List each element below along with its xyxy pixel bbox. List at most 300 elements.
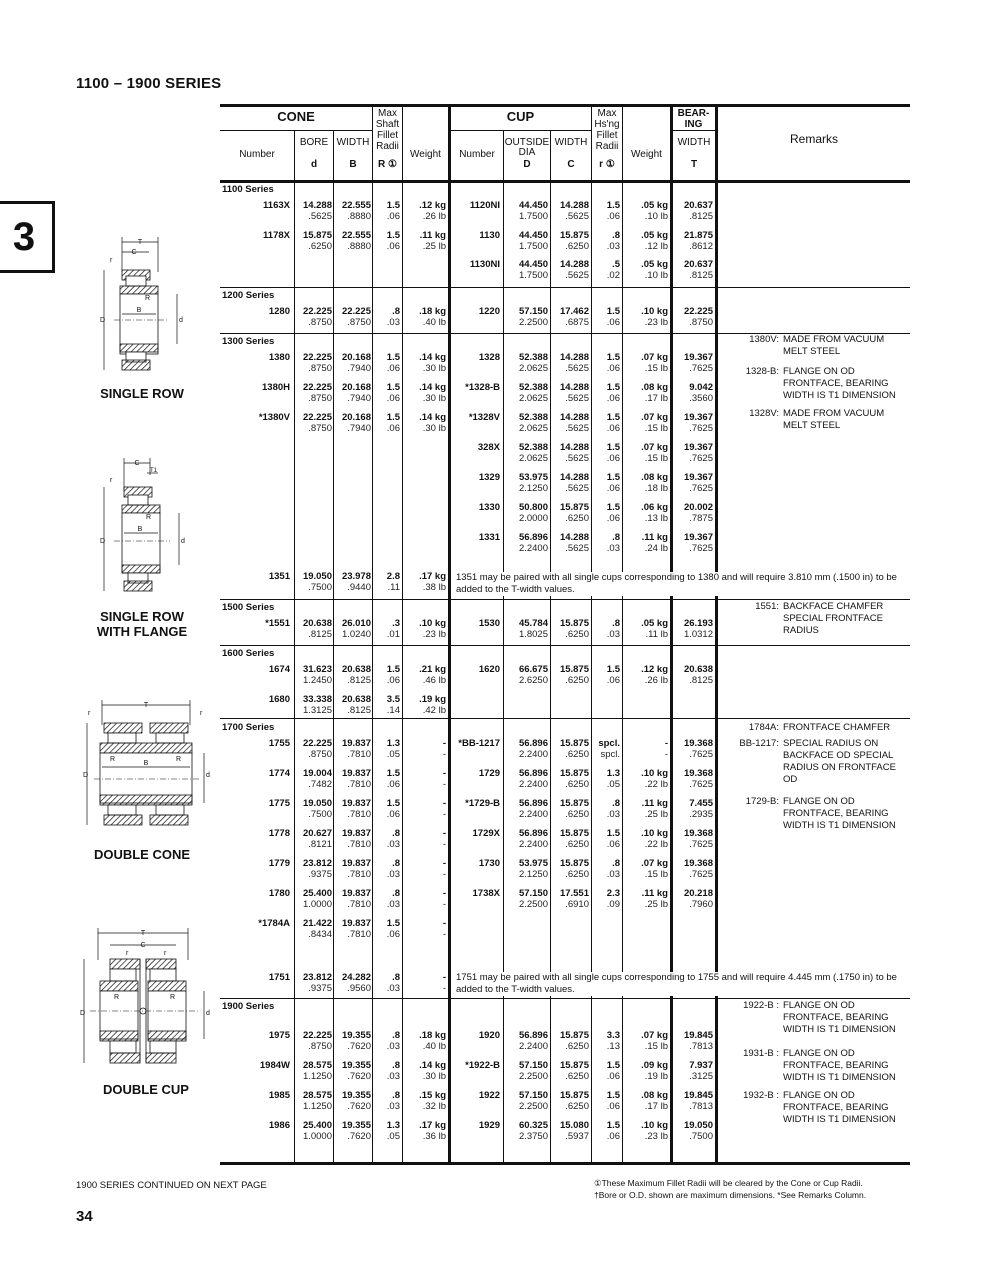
cell-T: 19.368 .7625	[683, 858, 713, 880]
svg-text:r: r	[164, 950, 167, 957]
cup-number: 1729X	[472, 828, 500, 839]
cup-width-symbol: C	[567, 159, 575, 170]
cell-uw: .08 kg .17 lb	[641, 382, 668, 404]
cell-B: 19.355 .7620	[341, 1120, 371, 1142]
cell-uw: .05 kg .10 lb	[641, 259, 668, 281]
cell-cw: .11 kg .25 lb	[419, 230, 446, 252]
page-number: 34	[76, 1208, 93, 1225]
table-row	[220, 1030, 720, 1056]
cell-d: 19.050 .7500	[302, 571, 332, 593]
cell-B: 20.168 .7940	[341, 382, 371, 404]
cell-B: 19.837 .7810	[341, 798, 371, 820]
remark-item: BB-1217: SPECIAL RADIUS ON BACKFACE OD SPECIAL RADIUS ON FRONTFACE OD	[739, 738, 896, 785]
cell-T: 20.638 .8125	[683, 664, 713, 686]
cell-B: 19.355 .7620	[341, 1090, 371, 1112]
cell-uw: .07 kg .15 lb	[641, 442, 668, 464]
cell-C: 15.875 .6250	[559, 738, 589, 760]
svg-text:R: R	[114, 994, 120, 1001]
cell-cw: - -	[442, 828, 446, 850]
svg-text:B: B	[137, 526, 143, 533]
cell-D: 56.896 2.2400	[518, 798, 548, 820]
cone-number: 1178X	[263, 230, 290, 241]
single-row-flange-bearing-icon	[92, 455, 192, 600]
cell-D: 57.150 2.2500	[518, 1060, 548, 1082]
table-row	[220, 858, 720, 884]
cell-B: 19.837 .7810	[341, 858, 371, 880]
svg-text:D: D	[83, 772, 89, 779]
cell-r: 1.5 .06	[606, 352, 620, 374]
cell-R: 1.5 .06	[386, 230, 400, 252]
svg-text:R: R	[176, 756, 182, 763]
cell-R: 1.5 .06	[386, 382, 400, 404]
cone-number: 1163X	[263, 200, 290, 211]
cell-C: 15.080 .5937	[559, 1120, 589, 1142]
table-row	[220, 382, 720, 408]
cell-r: 2.3 .09	[606, 888, 620, 910]
cell-C: 14.288 .5625	[559, 259, 589, 281]
single-row-flange-label: SINGLE ROW WITH FLANGE	[96, 609, 188, 639]
svg-text:R: R	[170, 994, 176, 1001]
max-housing-fillet-header: Max Hs'ng Fillet Radii	[594, 108, 620, 152]
cell-d: 23.812 .9375	[302, 858, 332, 880]
cup-number: 328X	[477, 442, 500, 453]
cell-T: 20.637 .8125	[683, 200, 713, 222]
svg-text:d: d	[181, 538, 185, 545]
cone-number: 1778	[268, 828, 290, 839]
cell-r: .8 .03	[606, 858, 620, 880]
table-row	[220, 259, 720, 285]
cell-C: 14.288 .5625	[559, 472, 589, 494]
table-row	[220, 1090, 720, 1116]
cell-uw: .10 kg .22 lb	[641, 768, 668, 790]
svg-text:D: D	[80, 1010, 86, 1017]
cone-number: 1775	[268, 798, 290, 809]
cell-uw: .05 kg .12 lb	[641, 230, 668, 252]
table-row	[220, 664, 720, 690]
cell-uw: .08 kg .17 lb	[641, 1090, 668, 1112]
cone-number: 1780	[268, 888, 290, 899]
cell-R: 1.5 .06	[386, 768, 400, 790]
cup-number: 1328	[478, 352, 500, 363]
svg-text:D: D	[100, 317, 106, 324]
cell-cw: - -	[442, 858, 446, 880]
cell-T: 19.368 .7625	[683, 738, 713, 760]
cell-uw: .11 kg .25 lb	[641, 798, 668, 820]
cup-number: 1331	[478, 532, 500, 543]
cell-D: 52.388 2.0625	[518, 412, 548, 434]
cell-d: 19.050 .7500	[302, 798, 332, 820]
cone-number: 1680	[268, 694, 290, 705]
table-row	[220, 532, 720, 558]
cup-number: 1220	[478, 306, 500, 317]
series-label: 1300 Series	[222, 336, 275, 347]
cell-R: 1.3 .05	[386, 738, 400, 760]
double-cup-label: DOUBLE CUP	[103, 1082, 189, 1097]
cell-d: 22.225 .8750	[302, 352, 332, 374]
table-row	[220, 918, 720, 944]
cell-R: 1.5 .06	[386, 200, 400, 222]
cell-r: 1.5 .06	[606, 382, 620, 404]
cell-C: 14.288 .5625	[559, 532, 589, 554]
cell-D: 44.450 1.7500	[518, 200, 548, 222]
cell-T: 19.367 .7625	[683, 352, 713, 374]
cell-r: 1.3 .05	[606, 768, 620, 790]
cell-R: .8 .03	[386, 972, 400, 994]
cell-d: 33.338 1.3125	[302, 694, 332, 716]
series-rule	[220, 599, 910, 600]
bearing-header: BEAR- ING	[677, 108, 710, 130]
bearing-subheader-rule	[672, 130, 715, 131]
cell-r: spcl. spcl.	[598, 738, 620, 760]
cup-weight-header: Weight	[631, 149, 662, 160]
cell-B: 19.837 .7810	[341, 768, 371, 790]
remark-item: 1380V: MADE FROM VACUUM MELT STEEL	[749, 334, 885, 357]
cell-B: 19.837 .7810	[341, 888, 371, 910]
cell-D: 52.388 2.0625	[518, 382, 548, 404]
cell-C: 15.875 .6250	[559, 618, 589, 640]
cell-uw: .07 kg .15 lb	[641, 1030, 668, 1052]
table-row	[220, 1120, 720, 1146]
pairing-note-1351: 1351 may be paired with all single cups corresponding to 1380 and will require 3.810 mm (.1500 in) to be added to the T-width values.	[456, 572, 906, 596]
svg-text:D: D	[100, 538, 106, 545]
series-rule	[220, 998, 910, 999]
cone-number: 1280	[268, 306, 290, 317]
remark-item: 1932-B : FLANGE ON OD FRONTFACE, BEARING WIDTH IS T1 DIMENSION	[743, 1090, 896, 1125]
cell-R: 1.3 .05	[386, 1120, 400, 1142]
cell-B: 19.355 .7620	[341, 1030, 371, 1052]
cell-T: 19.845 .7813	[683, 1030, 713, 1052]
series-label: 1900 Series	[222, 1001, 275, 1012]
table-row	[220, 618, 720, 644]
cell-cw: - -	[442, 888, 446, 910]
cell-d: 15.875 .6250	[302, 230, 332, 252]
cell-uw: .10 kg .22 lb	[641, 828, 668, 850]
table-row	[220, 1060, 720, 1086]
cell-cw: - -	[442, 798, 446, 820]
cone-number: 1984W	[259, 1060, 290, 1071]
cell-uw: .09 kg .19 lb	[641, 1060, 668, 1082]
cell-C: 15.875 .6250	[559, 230, 589, 252]
cell-r: 1.5 .06	[606, 1060, 620, 1082]
cell-r: 1.5 .06	[606, 472, 620, 494]
table-row	[220, 200, 720, 226]
cell-r: .8 .03	[606, 618, 620, 640]
table-row	[220, 888, 720, 914]
bore-symbol: d	[310, 159, 318, 170]
cell-C: 15.875 .6250	[559, 858, 589, 880]
cell-R: 1.5 .06	[386, 664, 400, 686]
cell-C: 15.875 .6250	[559, 664, 589, 686]
table-row	[220, 502, 720, 528]
cell-cw: - -	[442, 972, 446, 994]
remark-item: 1328V: MADE FROM VACUUM MELT STEEL	[749, 408, 885, 431]
cell-r: .5 .02	[606, 259, 620, 281]
remark-item: 1328-B: FLANGE ON OD FRONTFACE, BEARING WIDTH IS T1 DIMENSION	[745, 366, 896, 401]
cell-r: 3.3 .13	[606, 1030, 620, 1052]
cell-cw: .21 kg .46 lb	[419, 664, 446, 686]
cell-r: 1.5 .06	[606, 306, 620, 328]
cell-cw: .12 kg .26 lb	[419, 200, 446, 222]
cone-number: *1551	[265, 618, 290, 629]
outside-dia-header: OUTSIDE DIA	[504, 137, 550, 158]
cell-d: 21.422 .8434	[302, 918, 332, 940]
cell-R: .8 .03	[386, 306, 400, 328]
cup-header: CUP	[506, 109, 535, 124]
cell-R: 1.5 .06	[386, 918, 400, 940]
cell-B: 23.978 .9440	[341, 571, 371, 593]
cell-D: 44.450 1.7500	[518, 230, 548, 252]
cell-r: 1.5 .06	[606, 442, 620, 464]
cell-D: 56.896 2.2400	[518, 768, 548, 790]
cell-T: 19.367 .7625	[683, 412, 713, 434]
cone-number: 1751	[268, 972, 290, 983]
svg-text:C: C	[134, 460, 140, 467]
remark-item: 1784A: FRONTFACE CHAMFER	[748, 722, 891, 733]
remark-item: 1729-B: FLANGE ON OD FRONTFACE, BEARING WIDTH IS T1 DIMENSION	[745, 796, 896, 831]
cell-D: 44.450 1.7500	[518, 259, 548, 281]
cell-B: 19.837 .7810	[341, 738, 371, 760]
cell-cw: .19 kg .42 lb	[419, 694, 446, 716]
cell-B: 19.355 .7620	[341, 1060, 371, 1082]
double-cone-bearing-icon	[82, 695, 212, 840]
cell-cw: .17 kg .38 lb	[419, 571, 446, 593]
remark-item: 1931-B : FLANGE ON OD FRONTFACE, BEARING WIDTH IS T1 DIMENSION	[743, 1048, 896, 1083]
cell-uw: .08 kg .18 lb	[641, 472, 668, 494]
bore-header: BORE	[299, 137, 329, 148]
cup-subheader-rule	[450, 130, 591, 131]
cup-number: *1922-B	[465, 1060, 500, 1071]
cell-T: 9.042 .3560	[689, 382, 713, 404]
cone-number: 1774	[268, 768, 290, 779]
table-row	[220, 828, 720, 854]
cone-header: CONE	[277, 109, 315, 124]
cell-uw: - -	[664, 738, 668, 760]
cell-C: 14.288 .5625	[559, 412, 589, 434]
cell-D: 45.784 1.8025	[518, 618, 548, 640]
cell-uw: .11 kg .25 lb	[641, 888, 668, 910]
table-row	[220, 412, 720, 438]
cone-number: 1380	[268, 352, 290, 363]
cell-T: 7.455 .2935	[689, 798, 713, 820]
cell-R: .8 .03	[386, 858, 400, 880]
header-rule	[220, 180, 910, 183]
cell-d: 14.288 .5625	[302, 200, 332, 222]
cone-subheader-rule	[220, 130, 372, 131]
cup-number: 1130NI	[469, 259, 500, 270]
section-tab	[0, 201, 55, 273]
cell-D: 56.896 2.2400	[518, 1030, 548, 1052]
cell-r: 1.5 .06	[606, 664, 620, 686]
table-row	[220, 352, 720, 378]
cell-B: 24.282 .9560	[341, 972, 371, 994]
cell-R: .3 .01	[386, 618, 400, 640]
single-row-bearing-diagram	[92, 232, 192, 377]
double-cup-bearing-icon	[76, 925, 216, 1075]
cell-C: 17.462 .6875	[559, 306, 589, 328]
cell-d: 19.004 .7482	[302, 768, 332, 790]
cell-d: 22.225 .8750	[302, 738, 332, 760]
cell-D: 52.388 2.0625	[518, 352, 548, 374]
cell-cw: .14 kg .30 lb	[419, 352, 446, 374]
cup-number: 1922	[478, 1090, 500, 1101]
cell-r: 1.5 .06	[606, 1090, 620, 1112]
top-rule	[220, 104, 910, 107]
cell-T: 20.637 .8125	[683, 259, 713, 281]
cup-number: 1729	[478, 768, 500, 779]
table-row	[220, 738, 720, 764]
cell-R: .8 .03	[386, 828, 400, 850]
outside-dia-symbol: D	[523, 159, 531, 170]
series-label: 1700 Series	[222, 722, 275, 733]
table-row	[220, 798, 720, 824]
cell-D: 56.896 2.2400	[518, 828, 548, 850]
cell-D: 57.150 2.2500	[518, 1090, 548, 1112]
cell-B: 19.837 .7810	[341, 828, 371, 850]
cell-B: 20.638 .8125	[341, 664, 371, 686]
r-symbol: r ①	[599, 159, 615, 170]
cell-D: 60.325 2.3750	[518, 1120, 548, 1142]
cell-R: .8 .03	[386, 1060, 400, 1082]
section-number: 3	[12, 214, 36, 259]
cone-number: *1784A	[258, 918, 290, 929]
cell-cw: .14 kg .30 lb	[419, 412, 446, 434]
cell-T: 21.875 .8612	[683, 230, 713, 252]
cell-d: 22.225 .8750	[302, 382, 332, 404]
single-row-bearing-icon	[92, 232, 192, 377]
cup-number: *1328V	[468, 412, 500, 423]
pairing-note-1751: 1751 may be paired with all single cups corresponding to 1755 and will require 4.445 mm (.1750 in) to be added to the T-width values.	[456, 972, 906, 996]
cell-T: 19.845 .7813	[683, 1090, 713, 1112]
table-row	[220, 472, 720, 498]
cell-C: 15.875 .6250	[559, 1030, 589, 1052]
cup-number: 1920	[478, 1030, 500, 1041]
cell-C: 15.875 .6250	[559, 502, 589, 524]
cell-r: .8 .03	[606, 230, 620, 252]
svg-text:R: R	[145, 295, 151, 302]
cell-uw: .05 kg .10 lb	[641, 200, 668, 222]
svg-text:R: R	[110, 756, 116, 763]
svg-text:C: C	[131, 249, 137, 256]
svg-text:r: r	[126, 950, 129, 957]
cell-d: 22.225 .8750	[302, 1030, 332, 1052]
cell-C: 15.875 .6250	[559, 828, 589, 850]
cell-B: 20.168 .7940	[341, 352, 371, 374]
cone-number-header: Number	[239, 149, 275, 160]
cell-D: 56.896 2.2400	[518, 738, 548, 760]
cell-C: 14.288 .5625	[559, 442, 589, 464]
svg-text:d: d	[206, 772, 210, 779]
cell-R: .8 .03	[386, 1090, 400, 1112]
cell-T: 20.002 .7875	[683, 502, 713, 524]
svg-text:B: B	[143, 760, 149, 767]
cell-cw: .10 kg .23 lb	[419, 618, 446, 640]
remarks-header: Remarks	[789, 132, 838, 146]
svg-text:r: r	[200, 710, 203, 717]
cell-T: 7.937 .3125	[689, 1060, 713, 1082]
cell-C: 14.288 .5625	[559, 352, 589, 374]
cell-D: 50.800 2.0000	[518, 502, 548, 524]
cell-d: 28.575 1.1250	[302, 1060, 332, 1082]
cup-width-header: WIDTH	[554, 137, 588, 148]
cell-C: 15.875 .6250	[559, 798, 589, 820]
cell-D: 53.975 2.1250	[518, 858, 548, 880]
table-row	[220, 768, 720, 794]
cup-number-header: Number	[459, 149, 495, 160]
cell-uw: .07 kg .15 lb	[641, 858, 668, 880]
cone-number: 1674	[268, 664, 290, 675]
cone-weight-header: Weight	[410, 149, 441, 160]
cell-r: .8 .03	[606, 532, 620, 554]
cell-d: 20.627 .8121	[302, 828, 332, 850]
cone-number: 1380H	[262, 382, 290, 393]
cell-C: 15.875 .6250	[559, 1060, 589, 1082]
cell-uw: .05 kg .11 lb	[641, 618, 668, 640]
cell-d: 20.638 .8125	[302, 618, 332, 640]
cell-d: 31.623 1.2450	[302, 664, 332, 686]
cell-cw: - -	[442, 918, 446, 940]
svg-text:B: B	[136, 307, 142, 314]
series-label: 1500 Series	[222, 602, 275, 613]
cell-C: 17.551 .6910	[559, 888, 589, 910]
cell-D: 56.896 2.2400	[518, 532, 548, 554]
cell-d: 28.575 1.1250	[302, 1090, 332, 1112]
cell-T: 19.050 .7500	[683, 1120, 713, 1142]
cell-uw: .07 kg .15 lb	[641, 412, 668, 434]
series-rule	[220, 287, 910, 288]
cell-B: 22.555 .8880	[341, 200, 371, 222]
cell-T: 19.368 .7625	[683, 768, 713, 790]
cell-r: 1.5 .06	[606, 1120, 620, 1142]
cell-R: 2.8 .11	[386, 571, 400, 593]
cell-B: 20.638 .8125	[341, 694, 371, 716]
cell-cw: .17 kg .36 lb	[419, 1120, 446, 1142]
cell-d: 25.400 1.0000	[302, 1120, 332, 1142]
cup-number: 1130	[479, 230, 500, 241]
cone-number: 1755	[268, 738, 290, 749]
bearing-specs-table	[220, 104, 910, 1166]
table-row	[220, 230, 720, 256]
cup-number: 1929	[478, 1120, 500, 1131]
cup-number: 1329	[478, 472, 500, 483]
remark-item: 1922-B : FLANGE ON OD FRONTFACE, BEARING WIDTH IS T1 DIMENSION	[743, 1000, 896, 1035]
cone-width-header: WIDTH	[336, 137, 370, 148]
cell-T: 19.367 .7625	[683, 532, 713, 554]
bearing-width-header: WIDTH	[677, 137, 711, 148]
cell-C: 14.288 .5625	[559, 200, 589, 222]
double-cone-bearing-diagram	[82, 695, 212, 840]
series-label: 1100 Series	[222, 184, 274, 195]
cell-D: 57.150 2.2500	[518, 888, 548, 910]
svg-text:r: r	[88, 710, 91, 717]
cup-number: 1330	[478, 502, 500, 513]
svg-text:R: R	[146, 514, 152, 521]
series-rule	[220, 645, 910, 646]
cell-d: 22.225 .8750	[302, 412, 332, 434]
svg-text:d: d	[179, 317, 183, 324]
cup-number: 1730	[478, 858, 500, 869]
cell-uw: .11 kg .24 lb	[641, 532, 668, 554]
cell-D: 53.975 2.1250	[518, 472, 548, 494]
cell-d: 23.812 .9375	[302, 972, 332, 994]
table-row	[220, 694, 720, 720]
double-cone-label: DOUBLE CONE	[93, 847, 191, 862]
cell-cw: .18 kg .40 lb	[419, 306, 446, 328]
cell-uw: .10 kg .23 lb	[641, 306, 668, 328]
cone-number: 1351	[268, 571, 290, 582]
series-label: 1200 Series	[222, 290, 275, 301]
table-row	[220, 442, 720, 468]
cell-R: .8 .03	[386, 888, 400, 910]
